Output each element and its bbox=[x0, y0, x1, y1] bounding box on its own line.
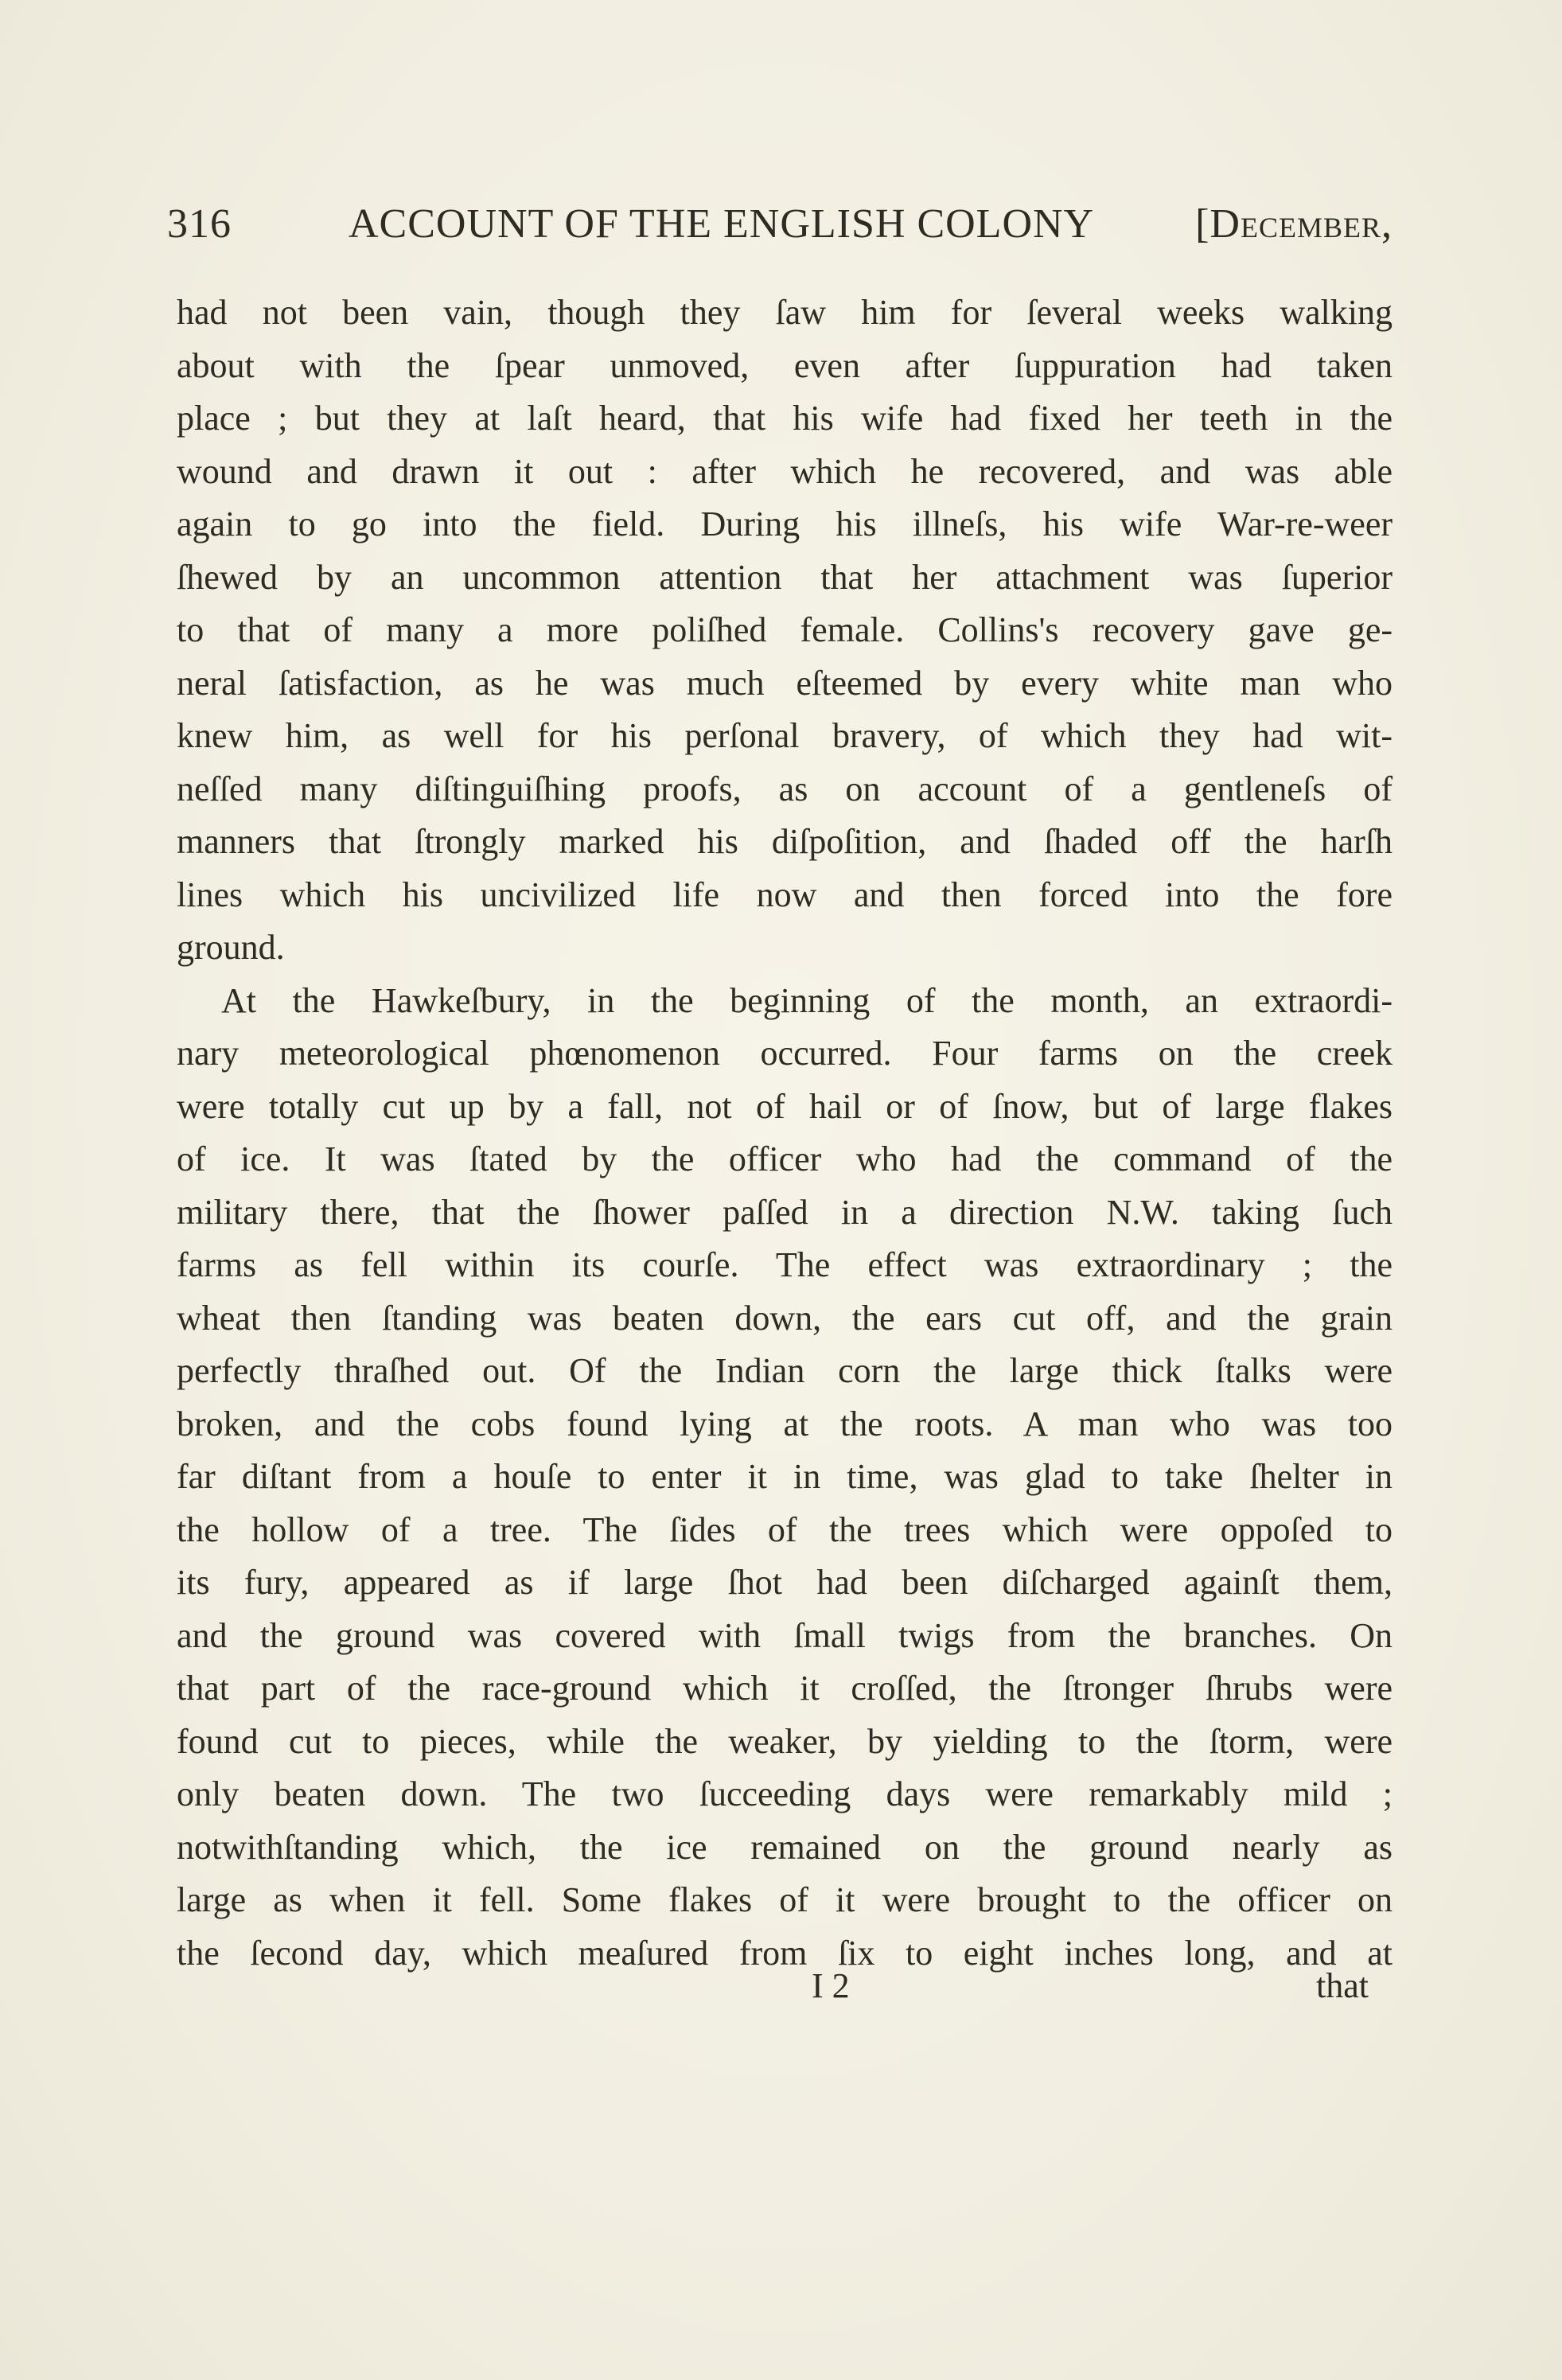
text-line: wound and drawn it out : after which he recovered, and was able bbox=[177, 451, 1393, 491]
text-line: neral ſatisfaction, as he was much eſteemed by every white man who bbox=[177, 663, 1393, 703]
text-line: wheat then ſtanding was beaten down, the ears cut off, and the grain bbox=[177, 1298, 1393, 1338]
text-line: the hollow of a tree. The ſides of the trees which were oppoſed to bbox=[177, 1509, 1393, 1549]
text-line: lines which his uncivilized life now and then forced into the fore bbox=[177, 874, 1393, 914]
text-line: large as when it fell. Some flakes of it were brought to the officer on bbox=[177, 1880, 1393, 1919]
text-line: were totally cut up by a fall, not of hail or of ſnow, but of large flakes bbox=[177, 1086, 1393, 1126]
paragraph bbox=[177, 975, 1393, 1981]
text-line: found cut to pieces, while the weaker, by yielding to the ſtorm, were bbox=[177, 1721, 1393, 1761]
catchword: that bbox=[1316, 1966, 1369, 2005]
text-line: broken, and the cobs found lying at the roots. A man who was too bbox=[177, 1404, 1393, 1443]
text-line: At the Hawkeſbury, in the beginning of the month, an extraordi- bbox=[221, 980, 1393, 1020]
month-heading: [December, bbox=[1195, 201, 1393, 247]
text-line: the ſecond day, which meaſured from ſix to eight inches long, and at bbox=[177, 1933, 1393, 1973]
text-line: military there, that the ſhower paſſed in a direction N.W. taking ſuch bbox=[177, 1192, 1393, 1232]
text-line: far diſtant from a houſe to enter it in time, was glad to take ſhelter in bbox=[177, 1457, 1393, 1496]
text-line: manners that ſtrongly marked his diſpoſition, and ſhaded off the harſh bbox=[177, 822, 1393, 861]
text-line: knew him, as well for his perſonal bravery, of which they had wit- bbox=[177, 716, 1393, 755]
text-line: again to go into the field. During his illneſs, his wife War-re-weer bbox=[177, 504, 1393, 543]
text-line: of ice. It was ſtated by the officer who had the command of the bbox=[177, 1139, 1393, 1178]
text-line: notwithſtanding which, the ice remained on the ground nearly as bbox=[177, 1827, 1393, 1867]
text-line: nary meteorological phœnomenon occurred. Four farms on the creek bbox=[177, 1034, 1393, 1073]
running-header bbox=[167, 201, 1393, 256]
text-line: only beaten down. The two ſucceeding days were remarkably mild ; bbox=[177, 1774, 1393, 1813]
text-line: its fury, appeared as if large ſhot had been diſcharged againſt them, bbox=[177, 1563, 1393, 1602]
text-line: that part of the race-ground which it croſſed, the ſtronger ſhrubs were bbox=[177, 1669, 1393, 1708]
text-line: farms as fell within its courſe. The effect was extraordinary ; the bbox=[177, 1245, 1393, 1284]
text-line: to that of many a more poliſhed female. Collins's recovery gave ge- bbox=[177, 610, 1393, 649]
text-line: about with the ſpear unmoved, even after ſuppuration had taken bbox=[177, 345, 1393, 385]
text-line: perfectly thraſhed out. Of the Indian corn the large thick ſtalks were bbox=[177, 1351, 1393, 1390]
text-line: ground. bbox=[177, 928, 285, 967]
text-line: place ; but they at laſt heard, that his wife had fixed her teeth in the bbox=[177, 399, 1393, 438]
paragraph bbox=[177, 286, 1393, 975]
text-line: had not been vain, though they ſaw him for ſeveral weeks walking bbox=[177, 293, 1393, 332]
text-line: and the ground was covered with ſmall twigs from the branches. On bbox=[177, 1615, 1393, 1655]
signature-mark: I 2 bbox=[812, 1966, 850, 2005]
text-line: ſhewed by an uncommon attention that her attachment was ſuperior bbox=[177, 557, 1393, 597]
body-text bbox=[177, 286, 1393, 1980]
running-title: ACCOUNT OF THE ENGLISH COLONY bbox=[349, 201, 1095, 247]
text-line: neſſed many diſtinguiſhing proofs, as on account of a gentleneſs of bbox=[177, 769, 1393, 808]
page-number: 316 bbox=[167, 201, 232, 247]
